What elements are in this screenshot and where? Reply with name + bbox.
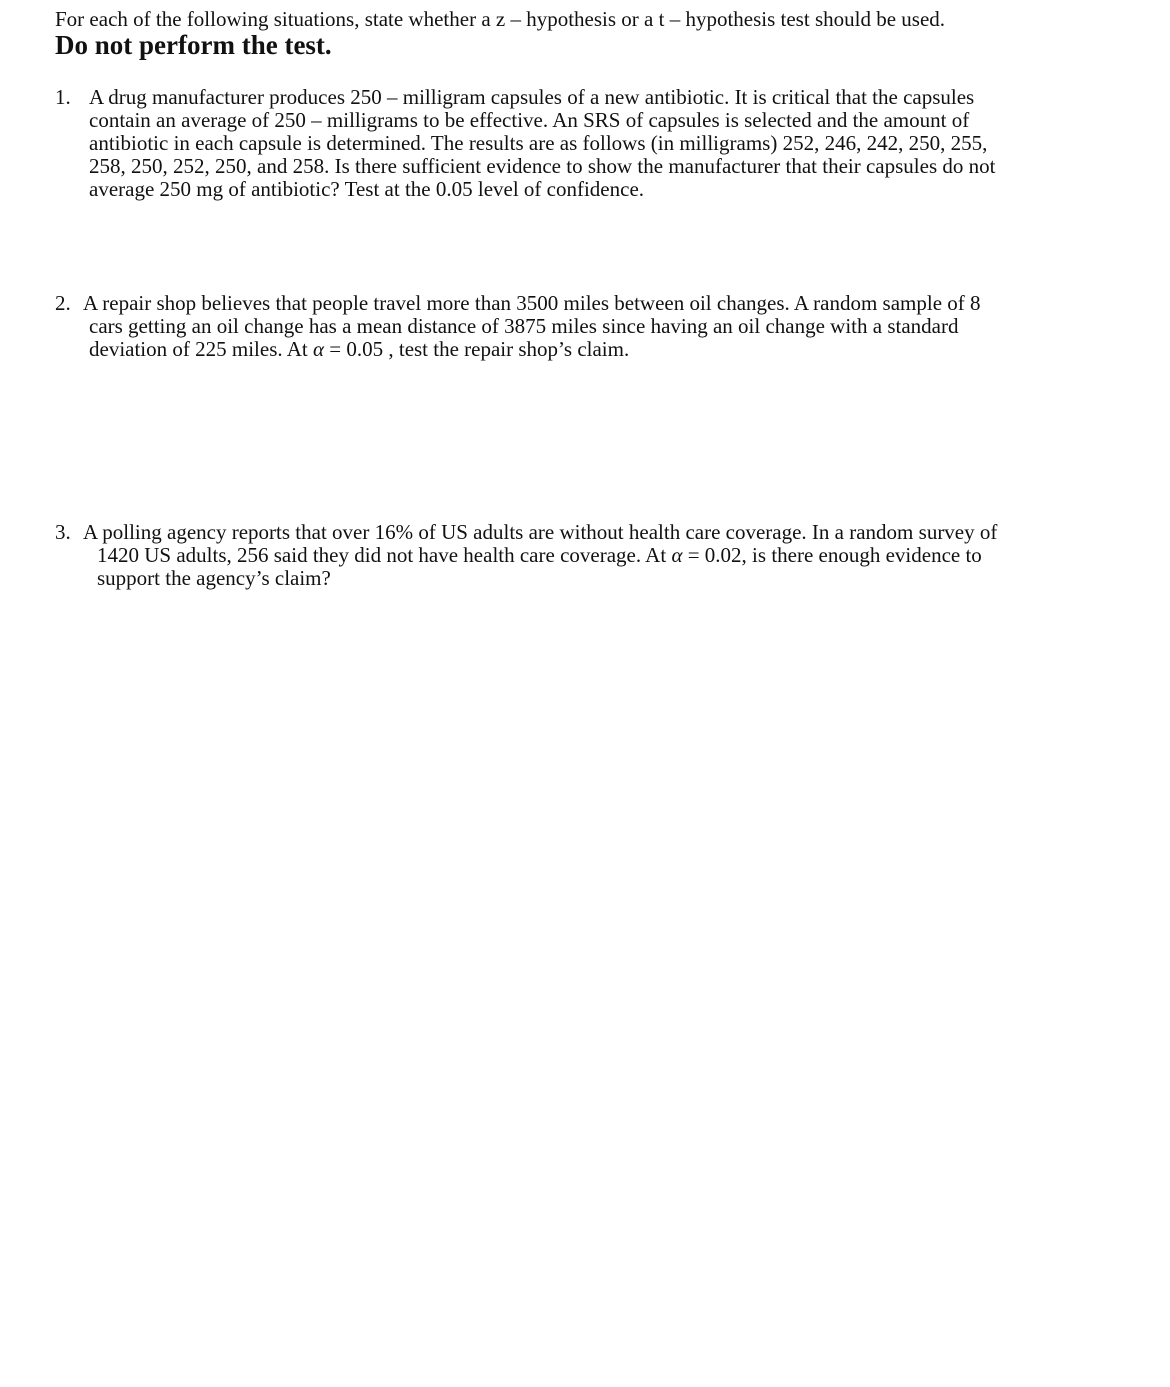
problem-number: 2.: [55, 291, 71, 315]
problem-body: [89, 86, 995, 201]
problem-line: contain an average of 250 – milligrams to be effective. An SRS of capsules is selected and the amount of: [89, 108, 970, 132]
line-text: deviation of 225 miles. At: [89, 337, 313, 361]
problem-line: A repair shop believes that people travel more than 3500 miles between oil changes. A random sample of 8: [83, 291, 981, 315]
problem-line: A drug manufacturer produces 250 – milligram capsules of a new antibiotic. It is critical that the capsules: [89, 85, 975, 109]
line-text: = 0.05 , test the repair shop’s claim.: [324, 337, 630, 361]
problem-line: cars getting an oil change has a mean distance of 3875 miles since having an oil change with a standard: [89, 314, 959, 338]
problem-body: [83, 521, 997, 590]
problem-1: [55, 86, 1115, 206]
problem-line: A polling agency reports that over 16% of US adults are without health care coverage. In a random survey of: [83, 520, 998, 544]
alpha-symbol: α: [312, 337, 325, 361]
problem-number: 3.: [55, 520, 71, 544]
alpha-symbol: α: [671, 543, 683, 567]
problem-3: [55, 521, 1115, 601]
instruction-text: For each of the following situations, state whether a z – hypothesis or a t – hypothesis test should be used.: [55, 7, 946, 31]
problem-line: antibiotic in each capsule is determined. The results are as follows (in milligrams) 252, 246, 242, 250, 255,: [89, 131, 988, 155]
problem-number: 1.: [55, 85, 71, 109]
problem-line: [83, 338, 981, 361]
problem-body: [83, 292, 981, 361]
emphasis-text: Do not perform the test.: [55, 30, 332, 60]
problem-line: support the agency’s claim?: [97, 566, 331, 590]
line-text: 1420 US adults, 256 said they did not have health care coverage. At: [97, 543, 672, 567]
line-text: = 0.02, is there enough evidence to: [682, 543, 982, 567]
problem-2: [55, 292, 1115, 372]
problem-line: [83, 544, 997, 567]
problem-line: average 250 mg of antibiotic? Test at the 0.05 level of confidence.: [89, 177, 645, 201]
problem-line: 258, 250, 252, 250, and 258. Is there sufficient evidence to show the manufacturer that their capsules do not: [89, 154, 996, 178]
